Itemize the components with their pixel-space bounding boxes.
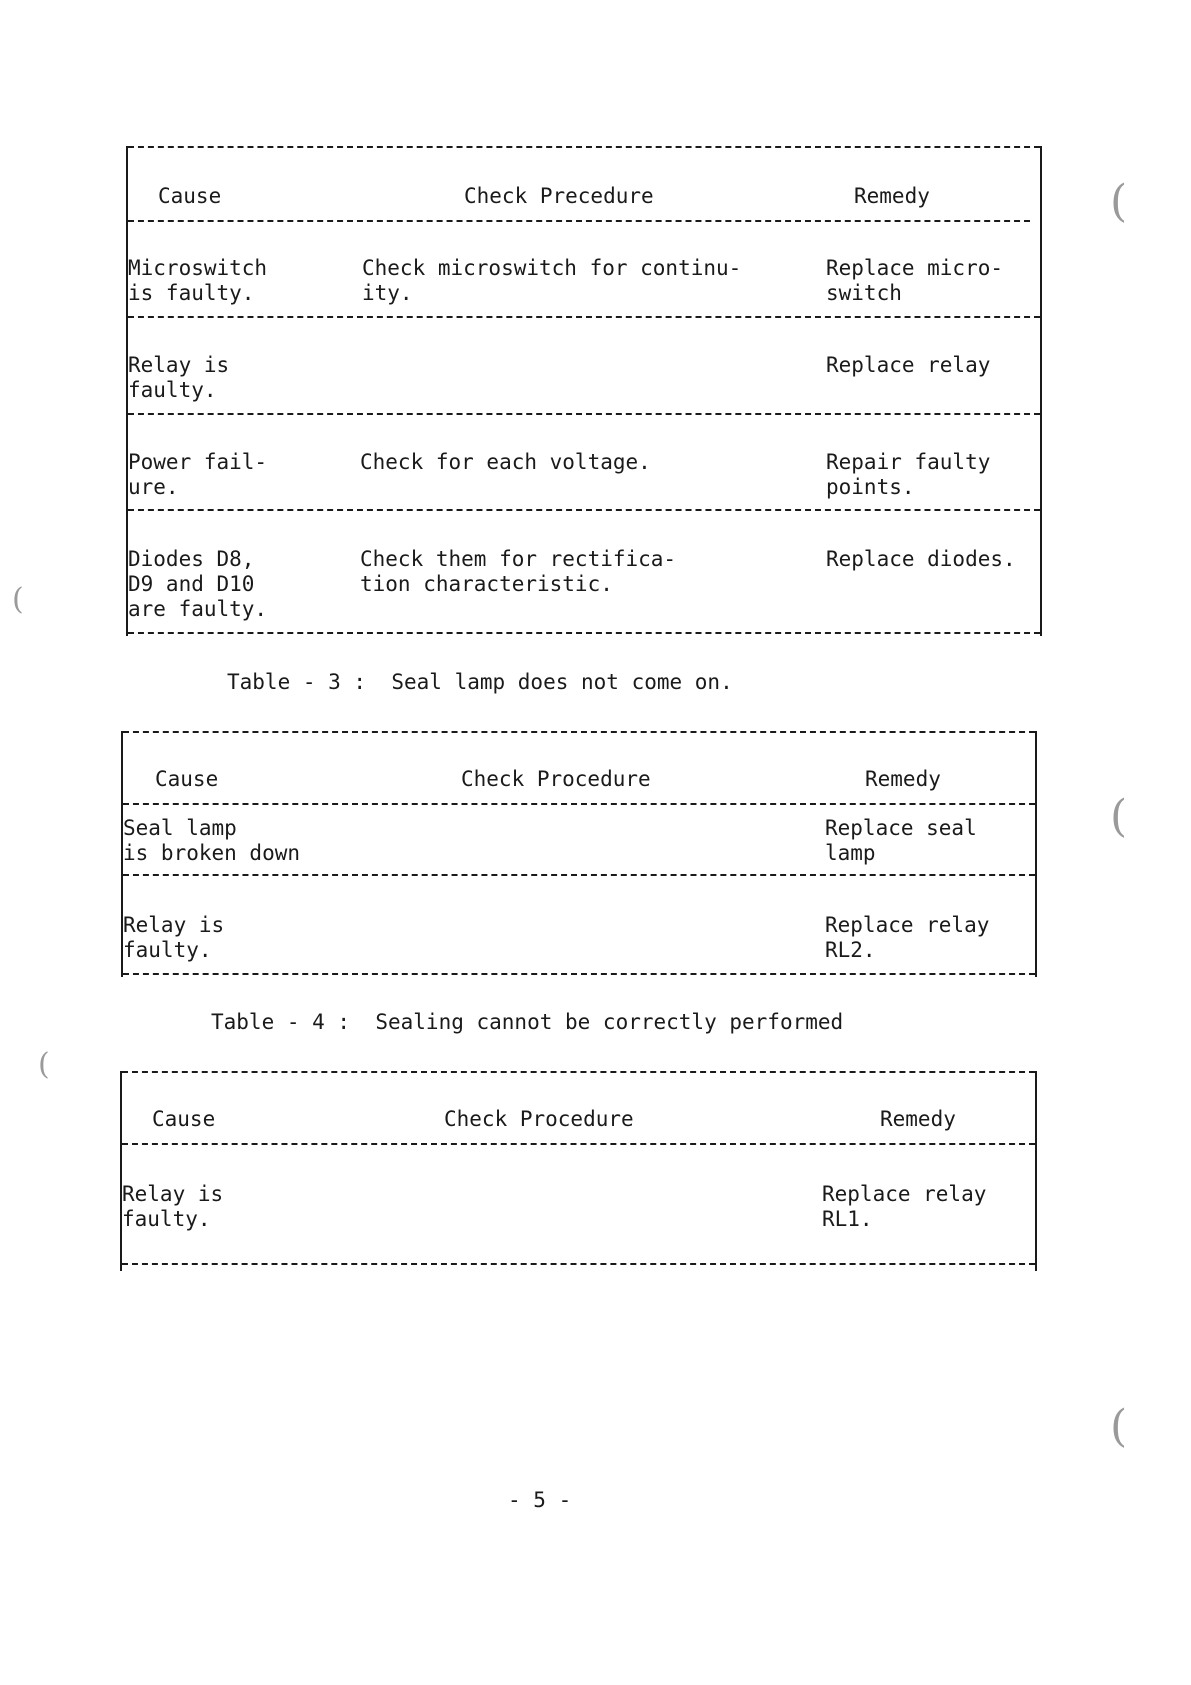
row-4-remedy: Replace diodes. xyxy=(826,547,1016,571)
row-1-cause: Relay is faulty. xyxy=(122,1182,224,1231)
table-2 xyxy=(126,146,1042,636)
row-1-cause: Microswitch is faulty. xyxy=(128,256,268,305)
row-2-remedy: Replace relay RL2. xyxy=(825,913,990,962)
header-cause: Cause xyxy=(152,1107,216,1131)
row-2-remedy: Replace relay xyxy=(826,353,991,377)
row-3-cause: Power fail- ure. xyxy=(128,450,268,499)
binder-hole-mark-icon: ( xyxy=(1110,791,1128,842)
row-1-rule xyxy=(123,874,1035,876)
table-3 xyxy=(121,731,1037,977)
binder-hole-mark-icon: ( xyxy=(1110,176,1128,227)
header-rule xyxy=(128,220,1030,222)
header-remedy: Remedy xyxy=(880,1107,956,1131)
binder-hole-mark-icon: ( xyxy=(12,582,24,617)
table-bottom-rule xyxy=(123,973,1035,975)
row-1-check: Check microswitch for continu- ity. xyxy=(362,256,742,305)
row-1-rule xyxy=(128,316,1040,318)
page-number: - 5 - xyxy=(508,1488,572,1512)
row-2-cause: Relay is faulty. xyxy=(123,913,225,962)
row-1-cause: Seal lamp is broken down xyxy=(123,816,301,865)
row-1-remedy: Replace seal lamp xyxy=(825,816,977,865)
table-4-caption: Table - 4 : Sealing cannot be correctly performed xyxy=(211,1010,844,1034)
row-3-check: Check for each voltage. xyxy=(360,450,651,474)
table-top-rule xyxy=(128,146,1040,148)
header-check-procedure: Check Precedure xyxy=(464,184,654,208)
table-bottom-rule xyxy=(128,632,1040,634)
header-rule xyxy=(123,803,1035,805)
row-2-rule xyxy=(128,413,1040,415)
row-3-rule xyxy=(128,509,1040,511)
row-2-cause: Relay is faulty. xyxy=(128,353,230,402)
header-cause: Cause xyxy=(158,184,222,208)
header-remedy: Remedy xyxy=(854,184,930,208)
row-1-remedy: Replace relay RL1. xyxy=(822,1182,987,1231)
table-4 xyxy=(120,1071,1037,1271)
row-3-remedy: Repair faulty points. xyxy=(826,450,991,499)
table-top-rule xyxy=(122,1071,1035,1073)
row-1-remedy: Replace micro- switch xyxy=(826,256,1004,305)
table-3-caption: Table - 3 : Seal lamp does not come on. xyxy=(227,670,733,694)
binder-hole-mark-icon: ( xyxy=(38,1047,50,1082)
header-cause: Cause xyxy=(155,767,219,791)
row-4-check: Check them for rectifica- tion characteristic. xyxy=(360,547,677,596)
row-4-cause: Diodes D8, D9 and D10 are faulty. xyxy=(128,547,268,621)
header-check-procedure: Check Procedure xyxy=(461,767,651,791)
header-rule xyxy=(122,1143,1035,1145)
table-bottom-rule xyxy=(122,1263,1035,1265)
table-top-rule xyxy=(123,731,1035,733)
header-remedy: Remedy xyxy=(865,767,941,791)
binder-hole-mark-icon: ( xyxy=(1110,1401,1128,1452)
header-check-procedure: Check Procedure xyxy=(444,1107,634,1131)
